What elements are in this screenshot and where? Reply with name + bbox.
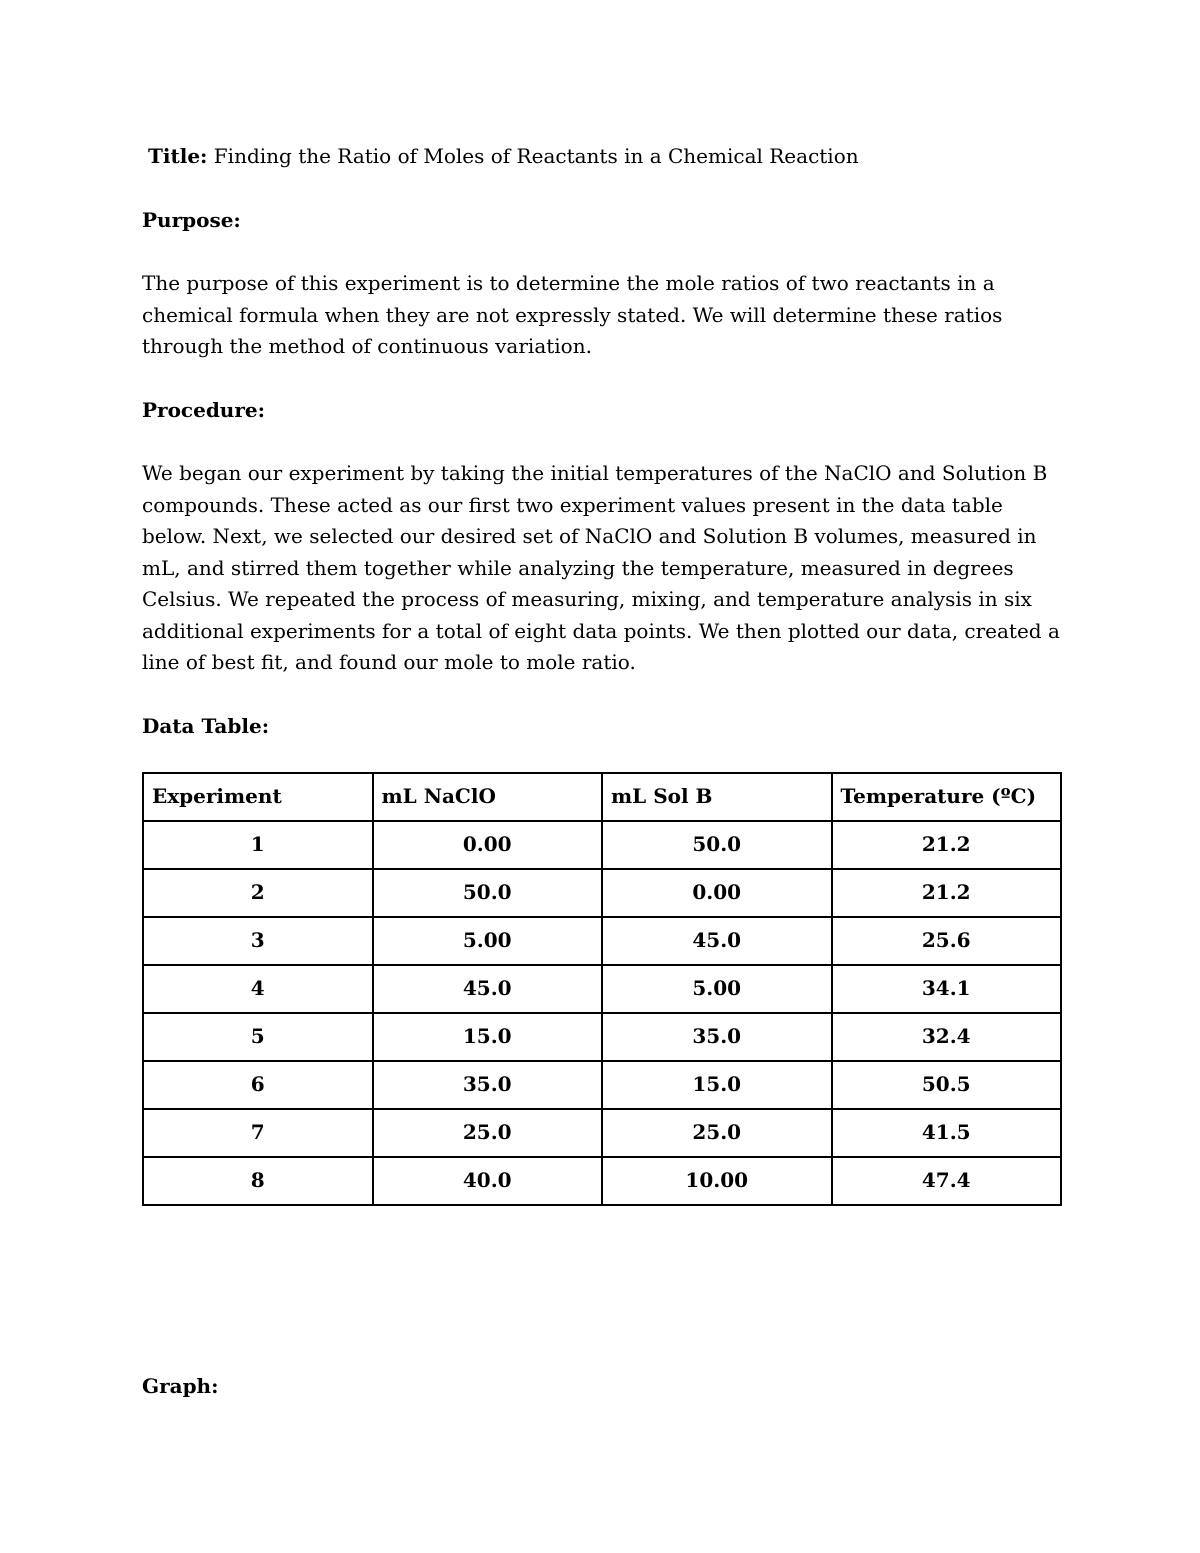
- procedure-heading: Procedure:: [142, 397, 265, 422]
- header-temperature: Temperature (ºC): [832, 773, 1062, 821]
- cell-ml-naclo: 35.0: [373, 1061, 603, 1109]
- header-ml-sol-b: mL Sol B: [602, 773, 832, 821]
- data-table-container: [142, 772, 1062, 1206]
- data-table: [142, 772, 1062, 1206]
- procedure-paragraph: We began our experiment by taking the initial temperatures of the NaClO and Solution B compounds. These acted as our first two experiment values present in the data table below. Next, we selected our desired set of NaClO and Solution B volumes, measured in mL, and stirred them together while analyzing the temperature, measured in degrees Celsius. We repeated the process of measuring, mixing, and temperature analysis in six additional experiments for a total of eight data points. We then plotted our data, created a line of best fit, and found our mole to mole ratio.: [142, 461, 1060, 674]
- table-row: [143, 917, 1061, 965]
- table-row: [143, 821, 1061, 869]
- cell-ml-sol-b: 25.0: [602, 1109, 832, 1157]
- cell-ml-sol-b: 35.0: [602, 1013, 832, 1061]
- cell-ml-sol-b: 10.00: [602, 1157, 832, 1205]
- header-experiment: Experiment: [143, 773, 373, 821]
- graph-heading: Graph:: [142, 1374, 219, 1398]
- cell-ml-naclo: 45.0: [373, 965, 603, 1013]
- table-header-row: [143, 773, 1061, 821]
- cell-experiment: 2: [143, 869, 373, 917]
- cell-temperature: 21.2: [832, 869, 1062, 917]
- cell-temperature: 41.5: [832, 1109, 1062, 1157]
- table-row: [143, 1013, 1061, 1061]
- cell-ml-naclo: 50.0: [373, 869, 603, 917]
- table-row: [143, 869, 1061, 917]
- table-row: [143, 1061, 1061, 1109]
- cell-temperature: 47.4: [832, 1157, 1062, 1205]
- cell-experiment: 6: [143, 1061, 373, 1109]
- cell-ml-sol-b: 5.00: [602, 965, 832, 1013]
- document-title: [148, 141, 1062, 173]
- document-content: [142, 141, 1062, 1206]
- cell-experiment: 4: [143, 965, 373, 1013]
- cell-temperature: 34.1: [832, 965, 1062, 1013]
- cell-experiment: 8: [143, 1157, 373, 1205]
- data-table-heading: Data Table:: [142, 713, 270, 738]
- cell-temperature: 50.5: [832, 1061, 1062, 1109]
- cell-ml-sol-b: 50.0: [602, 821, 832, 869]
- cell-ml-sol-b: 0.00: [602, 869, 832, 917]
- cell-ml-naclo: 5.00: [373, 917, 603, 965]
- cell-temperature: 21.2: [832, 821, 1062, 869]
- cell-ml-sol-b: 15.0: [602, 1061, 832, 1109]
- cell-experiment: 7: [143, 1109, 373, 1157]
- header-ml-naclo: mL NaClO: [373, 773, 603, 821]
- cell-temperature: 32.4: [832, 1013, 1062, 1061]
- cell-experiment: 5: [143, 1013, 373, 1061]
- purpose-heading: Purpose:: [142, 207, 241, 232]
- title-text: Finding the Ratio of Moles of Reactants in a Chemical Reaction: [213, 144, 859, 168]
- cell-ml-naclo: 40.0: [373, 1157, 603, 1205]
- cell-temperature: 25.6: [832, 917, 1062, 965]
- cell-ml-sol-b: 45.0: [602, 917, 832, 965]
- cell-ml-naclo: 25.0: [373, 1109, 603, 1157]
- table-row: [143, 1109, 1061, 1157]
- cell-ml-naclo: 0.00: [373, 821, 603, 869]
- cell-ml-naclo: 15.0: [373, 1013, 603, 1061]
- table-row: [143, 1157, 1061, 1205]
- cell-experiment: 1: [143, 821, 373, 869]
- title-label: Title:: [148, 144, 208, 168]
- purpose-paragraph: The purpose of this experiment is to determine the mole ratios of two reactants in a chemical formula when they are not expressly stated. We will determine these ratios through the method of continuous variation.: [142, 271, 1003, 358]
- cell-experiment: 3: [143, 917, 373, 965]
- table-row: [143, 965, 1061, 1013]
